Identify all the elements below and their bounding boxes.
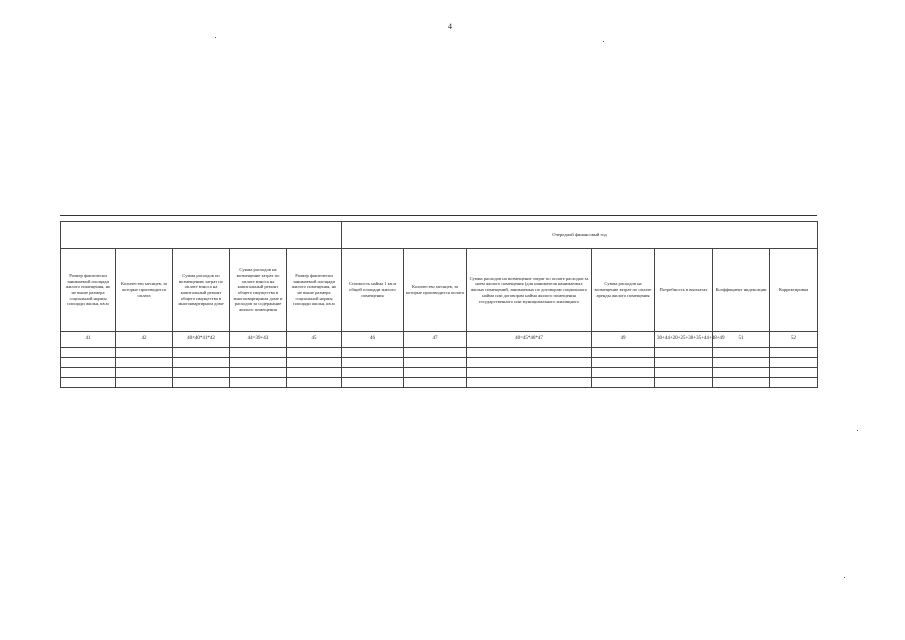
column-number: 41	[61, 332, 116, 348]
column-header: Сумма расходов на возмещение затрат по оплате аренды жилого помещения	[592, 249, 655, 332]
page-number: 4	[448, 22, 452, 31]
empty-cell	[342, 358, 404, 368]
empty-cell	[116, 378, 173, 388]
empty-cell	[713, 368, 770, 378]
table-row	[61, 358, 818, 368]
empty-cell	[467, 358, 592, 368]
column-number: 44=39+43	[230, 332, 287, 348]
empty-cell	[173, 368, 230, 378]
empty-cell	[342, 368, 404, 378]
scan-speck	[215, 37, 216, 38]
scan-speck	[857, 430, 858, 431]
table-header-row	[61, 249, 818, 332]
empty-cell	[116, 358, 173, 368]
empty-cell	[173, 348, 230, 358]
column-header: Сумма расходов по возмещению затрат по оплате взноса на капитальный ремонт общего имущества в многоквартирном доме	[173, 249, 230, 332]
empty-cell	[230, 368, 287, 378]
column-header: Количество месяцев, за которые производится оплата	[116, 249, 173, 332]
empty-cell	[592, 348, 655, 358]
empty-cell	[404, 358, 467, 368]
empty-cell	[467, 378, 592, 388]
report-table	[60, 221, 818, 388]
column-header: Корректировка	[770, 249, 818, 332]
empty-cell	[230, 358, 287, 368]
empty-cell	[770, 348, 818, 358]
empty-cell	[655, 358, 713, 368]
empty-cell	[287, 368, 342, 378]
empty-cell	[592, 358, 655, 368]
column-header: Потребность в выплатах	[655, 249, 713, 332]
empty-cell	[592, 378, 655, 388]
empty-cell	[173, 358, 230, 368]
column-number: 40×40*41*42	[173, 332, 230, 348]
empty-cell	[61, 348, 116, 358]
empty-cell	[655, 368, 713, 378]
empty-cell	[61, 368, 116, 378]
column-number: 47	[404, 332, 467, 348]
empty-cell	[342, 378, 404, 388]
column-header: Размер фактически занимаемой площади жилого помещения, но не выше размера социальной нормы площади жилья, кв.м	[61, 249, 116, 332]
table-row	[61, 378, 818, 388]
empty-cell	[770, 368, 818, 378]
empty-cell	[287, 358, 342, 368]
empty-cell	[770, 358, 818, 368]
empty-cell	[467, 348, 592, 358]
group-header-cell: Очередной финансовый год	[342, 222, 818, 249]
column-number: 45	[287, 332, 342, 348]
column-header: Сумма расходов на возмещение затрат по оплате взноса на капитальный ремонт общего имущества в многоквартирном доме и расходов за содержание жилого помещения	[230, 249, 287, 332]
table-row	[61, 368, 818, 378]
table-group-row	[61, 222, 818, 249]
empty-cell	[404, 378, 467, 388]
column-header: Коэффициент индексации	[713, 249, 770, 332]
scan-speck	[844, 577, 845, 578]
column-header: Количество месяцев, за которые производится оплата	[404, 249, 467, 332]
column-number: 52	[770, 332, 818, 348]
empty-cell	[713, 348, 770, 358]
empty-cell	[287, 348, 342, 358]
empty-cell	[287, 378, 342, 388]
top-rule	[60, 215, 817, 216]
empty-cell	[713, 378, 770, 388]
empty-cell	[713, 358, 770, 368]
empty-cell	[230, 348, 287, 358]
column-number: 30+44+20+25+30+35+44+48+49	[655, 332, 713, 348]
scan-speck	[603, 41, 604, 42]
empty-cell	[655, 348, 713, 358]
column-header: Размер фактически занимаемой площади жилого помещения, но не выше размера социальной нормы площади жилья, кв.м	[287, 249, 342, 332]
column-number: 49	[592, 332, 655, 348]
empty-cell	[592, 368, 655, 378]
empty-cell	[467, 368, 592, 378]
empty-cell	[404, 348, 467, 358]
table-row	[61, 348, 818, 358]
column-number: 40=45*46*47	[467, 332, 592, 348]
column-number: 42	[116, 332, 173, 348]
empty-cell	[116, 368, 173, 378]
empty-cell	[770, 378, 818, 388]
empty-cell	[230, 378, 287, 388]
empty-cell	[61, 358, 116, 368]
empty-cell	[116, 348, 173, 358]
blank-group-cell	[61, 222, 342, 249]
column-number: 51	[713, 332, 770, 348]
empty-cell	[173, 378, 230, 388]
column-header: Стоимость найма 1 кв.м общей площади жилого помещения	[342, 249, 404, 332]
column-number-row	[61, 332, 818, 348]
empty-cell	[404, 368, 467, 378]
empty-cell	[342, 348, 404, 358]
empty-cell	[655, 378, 713, 388]
column-header: Сумма расходов на возмещение затрат по оплате расходов за наем жилого помещения (для нанимателя нанимаемых жилых помещений, занимаемых по договорам социального найма или договорам найма жилого помещения государственного или муниципального жилищного	[467, 249, 592, 332]
empty-cell	[61, 378, 116, 388]
column-number: 46	[342, 332, 404, 348]
